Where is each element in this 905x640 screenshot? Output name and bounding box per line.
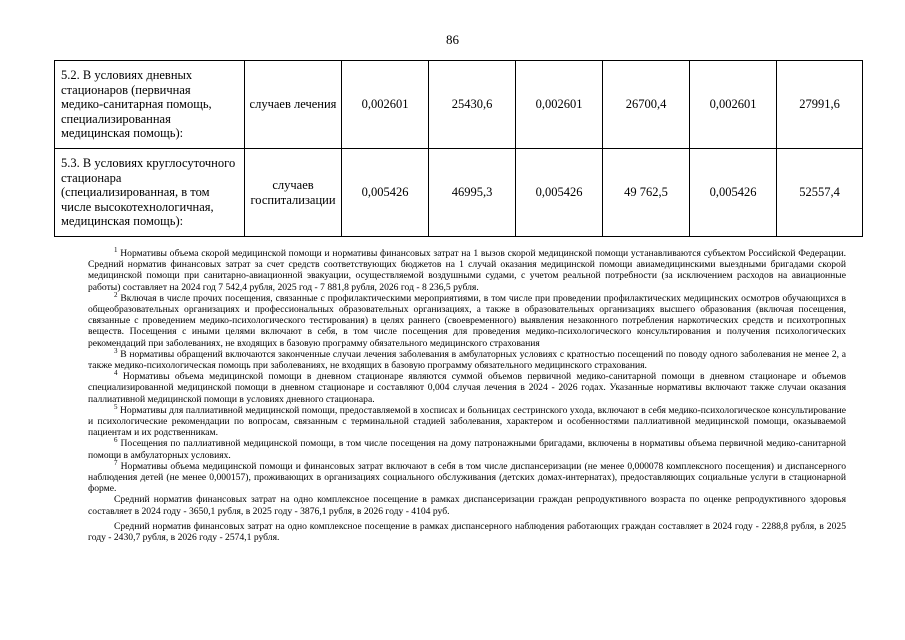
- value-cell: 49 762,5: [603, 149, 690, 237]
- value-cell: 0,002601: [342, 61, 429, 149]
- footnote: $^5$ Нормативы для паллиативной медицинской помощи, предоставляемой в хосписах и больницах сестринского ухода, включают в себя медико-психологическое консультирование и психологические рекомендации по вопросам, связанным с терминальной стадией заболевания, характером и особенностями паллиативной медицинской помощи, оказываемой пациентам и их родственникам.: [88, 402, 846, 439]
- footnotes-section: [88, 245, 847, 544]
- footnote: $^4$ Нормативы объема медицинской помощи в дневном стационаре являются суммой объемов первичной медико-санитарной помощи в дневном стационаре и объемов специализированной медицинской помощи в дневном стационаре и составляют 0,004 случая лечения в 2024 - 2026 годах. Указанные нормативы включают также случаи оказания паллиативной медицинской помощи в условиях дневного стационара.: [88, 369, 846, 405]
- norms-table: [54, 60, 863, 237]
- paragraph: Средний норматив финансовых затрат на одно комплексное посещение в рамках диспансерного наблюдения работающих граждан составляет в 2024 году - 2288,8 рубля, в 2025 году - 2430,7 рубля, в 2026 году - 2574,1 рубля.: [88, 520, 846, 544]
- value-cell: 46995,3: [429, 149, 516, 237]
- paragraph: Средний норматив финансовых затрат на одно комплексное посещение в рамках диспансеризации граждан репродуктивного возраста по оценке репродуктивного здоровья составляет в 2024 году - 3650,1 рубля, в 2025 году - 3876,1 рубля, в 2026 году - 4104 руб.: [88, 494, 846, 517]
- value-cell: 25430,6: [429, 61, 516, 149]
- table-row: [55, 149, 863, 237]
- footnote: $^2$ Включая в числе прочих посещения, связанные с профилактическими мероприятиями, в том числе при проведении профилактических медицинских осмотров обучающихся в общеобразовательных организациях и профессиональных образовательных организациях, а также в образовательных организациях высшего образования (включая посещения, связанные с проведением медико-психологического тестирования) в целях раннего (своевременного) выявления незаконного потребления наркотических средств и психотропных веществ. Посещения с иными целями включают в себя, в том числе посещения для проведения медико-психологического консультирования и получения психологических рекомендаций при заболеваниях, не входящих в базовую программу обязательного медицинского страхования: [88, 290, 846, 349]
- value-cell: 0,002601: [516, 61, 603, 149]
- value-cell: 52557,4: [777, 149, 863, 237]
- footnote: $^1$ Нормативы объема скорой медицинской помощи и нормативы финансовых затрат на 1 вызов скорой медицинской помощи устанавливаются субъектом Российской Федерации. Средний норматив финансовых затрат за счет средств соответствующих бюджетов на 1 случай оказания медицинской помощи авиамедицинскими выездными бригадами скорой медицинской помощи при санитарно-авиационной эвакуации, осуществляемой воздушными судами, с учетом реальной потребности (за исключением расходов на авиационные работы) составляет на 2024 год 7 542,4 рубля, 2025 год - 7 881,8 рубля, 2026 год - 8 236,5 рубля.: [88, 245, 846, 293]
- footnote: $^6$ Посещения по паллиативной медицинской помощи, в том числе посещения на дому патронажными бригадами, включены в нормативы объема первичной медико-санитарной помощи в амбулаторных условиях.: [88, 436, 847, 461]
- value-cell: 27991,6: [777, 61, 863, 149]
- row-label: 5.3. В условиях круглосуточного стационара (специализированная, в том числе высокотехнологичная, медицинская помощь):: [55, 149, 245, 237]
- unit-cell: случаев лечения: [245, 61, 342, 149]
- page-number: 86: [446, 32, 459, 47]
- value-cell: 0,005426: [690, 149, 777, 237]
- row-label: 5.2. В условиях дневных стационаров (первичная медико-санитарная помощь, специализированная медицинская помощь):: [55, 61, 245, 149]
- value-cell: 0,005426: [342, 149, 429, 237]
- footnote: $^3$ В нормативы обращений включаются законченные случаи лечения заболевания в амбулаторных условиях с кратностью посещений по поводу одного заболевания не менее 2, а также медико-психологическая помощь при заболеваниях, не входящих в базовую программу обязательного медицинского страхования.: [88, 346, 846, 372]
- unit-cell: случаев госпитализации: [245, 149, 342, 237]
- table-row: [55, 61, 863, 149]
- value-cell: 0,002601: [690, 61, 777, 149]
- value-cell: 26700,4: [603, 61, 690, 149]
- value-cell: 0,005426: [516, 149, 603, 237]
- footnote: $^7$ Нормативы объема медицинской помощи и финансовых затрат включают в себя в том числе диспансеризации (не менее 0,000078 комплексного посещения) и диспансерного наблюдения детей (не менее 0,000157), проживающих в организациях социального обслуживания (детских домах-интернатах), предоставляющих социальные услуги в стационарной форме.: [88, 458, 847, 495]
